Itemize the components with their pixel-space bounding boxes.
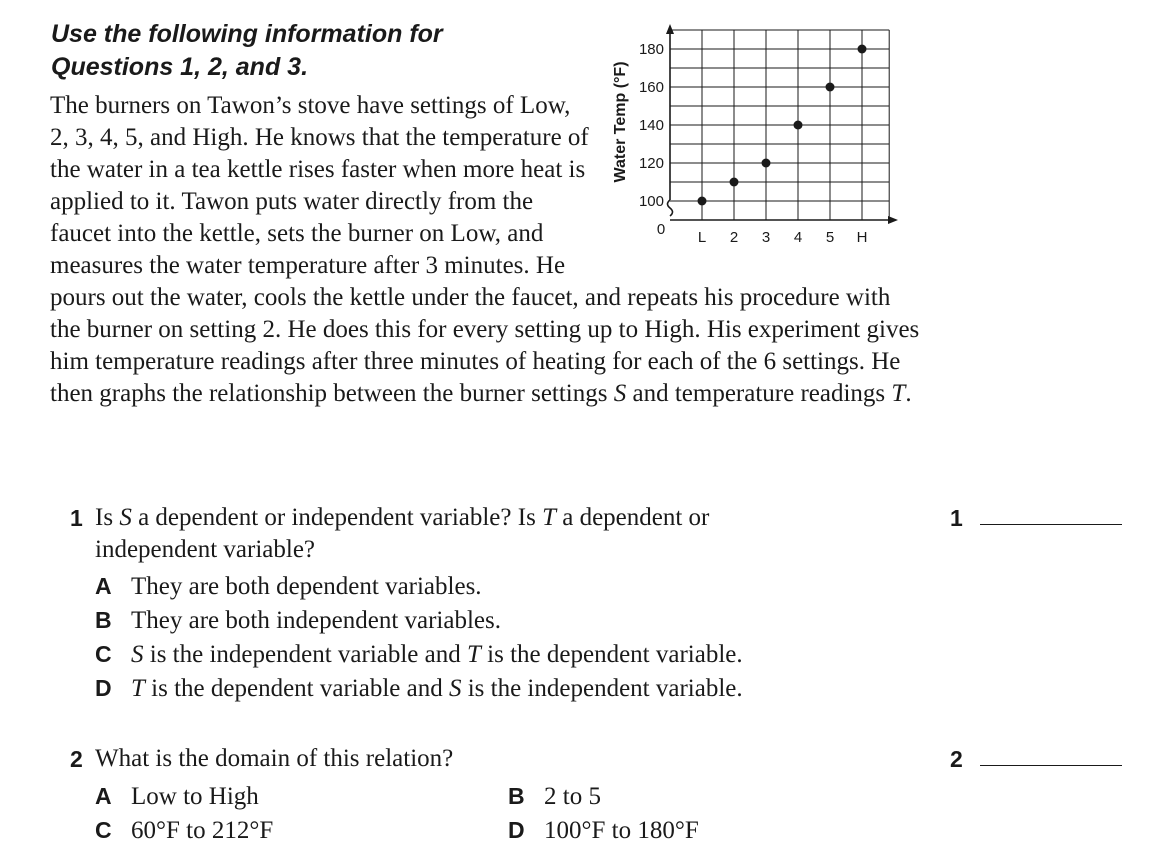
answer-blank-2[interactable] [980, 765, 1122, 766]
x-tick-labels [698, 229, 868, 246]
y-tick-label: 140 [638, 117, 664, 134]
x-tick-label: 2 [729, 229, 739, 246]
option-var: S [131, 641, 144, 668]
data-point [762, 159, 771, 168]
question-2 [70, 743, 1130, 847]
option-1b[interactable] [95, 603, 1130, 637]
option-letter: C [95, 641, 112, 667]
y-tick-label: 180 [638, 41, 664, 58]
intro-heading-line-2: Questions 1, 2, and 3. [51, 53, 309, 81]
answer-number-2: 2 [950, 746, 963, 772]
water-temp-chart [600, 22, 900, 252]
option-letter: D [508, 817, 525, 843]
option-text: They are both independent variables. [131, 607, 501, 634]
question-number-2: 2 [70, 746, 83, 772]
question-1 [70, 502, 1130, 705]
passage-part-3: . [905, 380, 912, 407]
option-text: 100°F to 180°F [544, 817, 699, 844]
option-2a[interactable] [95, 779, 508, 813]
chart-axes [666, 24, 898, 224]
data-point [794, 121, 803, 130]
x-tick-label: L [697, 229, 707, 246]
question-1-options [95, 569, 1130, 705]
intro-heading-line-1: Use the following information for [51, 20, 443, 48]
option-1d[interactable] [95, 671, 1130, 705]
question-2-options-row-2 [95, 813, 1130, 847]
x-tick-label: 4 [793, 229, 803, 246]
option-letter: A [95, 783, 112, 809]
option-1c[interactable] [95, 637, 1130, 671]
data-point [698, 197, 707, 206]
var-s: S [613, 380, 627, 407]
stem-1-part-3: a dependent or independent variable? [95, 504, 710, 563]
stem-1-part-1: Is [95, 504, 120, 531]
answer-slot-2 [950, 743, 1130, 776]
x-tick-label: 5 [825, 229, 835, 246]
answer-blank-1[interactable] [980, 524, 1122, 525]
chart-grid [670, 30, 889, 220]
option-text: is the independent variable. [461, 675, 743, 702]
option-letter: C [95, 817, 112, 843]
y-tick-label: 120 [638, 155, 664, 172]
option-text: is the dependent variable. [480, 641, 743, 668]
option-text: 60°F to 212°F [131, 817, 274, 844]
data-point [730, 178, 739, 187]
option-var: S [448, 675, 462, 702]
question-stem-1 [95, 502, 815, 566]
passage-part-1: The burners on Tawon’s stove have settings of Low, 2, 3, 4, 5, and High. He knows that the temperature of the water in a tea kettle rises faster when more heat is applied to it. Tawon puts water directly from the faucet into the kettle, sets the burner on Low, and measures the water temperature after 3 minutes. He pours out the water, cools the kettle under the faucet, and repeats his procedure with the burner on setting 2. He does this for every setting up to High. His experiment gives him temperature readings after three minutes of heating for each of the 6 settings. He then graphs the relationship between the burner settings [50, 92, 920, 407]
chart-origin-label: 0 [656, 221, 666, 238]
option-letter: B [508, 783, 525, 809]
question-2-options-row-1 [95, 779, 1130, 813]
var-t: T [891, 380, 906, 407]
option-2b[interactable] [508, 779, 921, 813]
option-2d[interactable] [508, 813, 921, 847]
option-text: is the independent variable and [143, 641, 467, 668]
axis-break-icon [668, 200, 673, 216]
y-tick-label: 100 [638, 193, 664, 210]
stem-1-var-s: S [119, 504, 132, 531]
y-tick-label: 160 [638, 79, 664, 96]
option-2c[interactable] [95, 813, 508, 847]
x-tick-label: H [856, 229, 868, 246]
answer-number-1: 1 [950, 505, 963, 531]
option-text: Low to High [131, 783, 259, 810]
option-letter: A [95, 573, 112, 599]
data-point [858, 45, 867, 54]
chart-y-axis-label: Water Temp (°F) [612, 61, 629, 183]
option-1a[interactable] [95, 569, 1130, 603]
data-point [826, 83, 835, 92]
question-stem-2: What is the domain of this relation? [95, 745, 454, 772]
option-text: is the dependent variable and [144, 675, 449, 702]
y-tick-labels [639, 41, 664, 210]
x-tick-label: 3 [761, 229, 771, 246]
option-var: T [131, 675, 145, 702]
stem-1-part-2: a dependent or independent variable? Is [131, 504, 543, 531]
passage-part-2: and temperature readings [626, 380, 892, 407]
stem-1-var-t: T [542, 504, 556, 531]
question-number-1: 1 [70, 505, 83, 531]
option-letter: B [95, 607, 112, 633]
option-var: T [467, 641, 481, 668]
option-letter: D [95, 675, 112, 701]
x-axis-arrow [888, 216, 898, 224]
intro-heading [51, 18, 571, 84]
answer-slot-1 [950, 502, 1130, 535]
option-text: 2 to 5 [544, 783, 601, 810]
y-axis-arrow [666, 24, 674, 34]
option-text: They are both dependent variables. [131, 573, 482, 600]
